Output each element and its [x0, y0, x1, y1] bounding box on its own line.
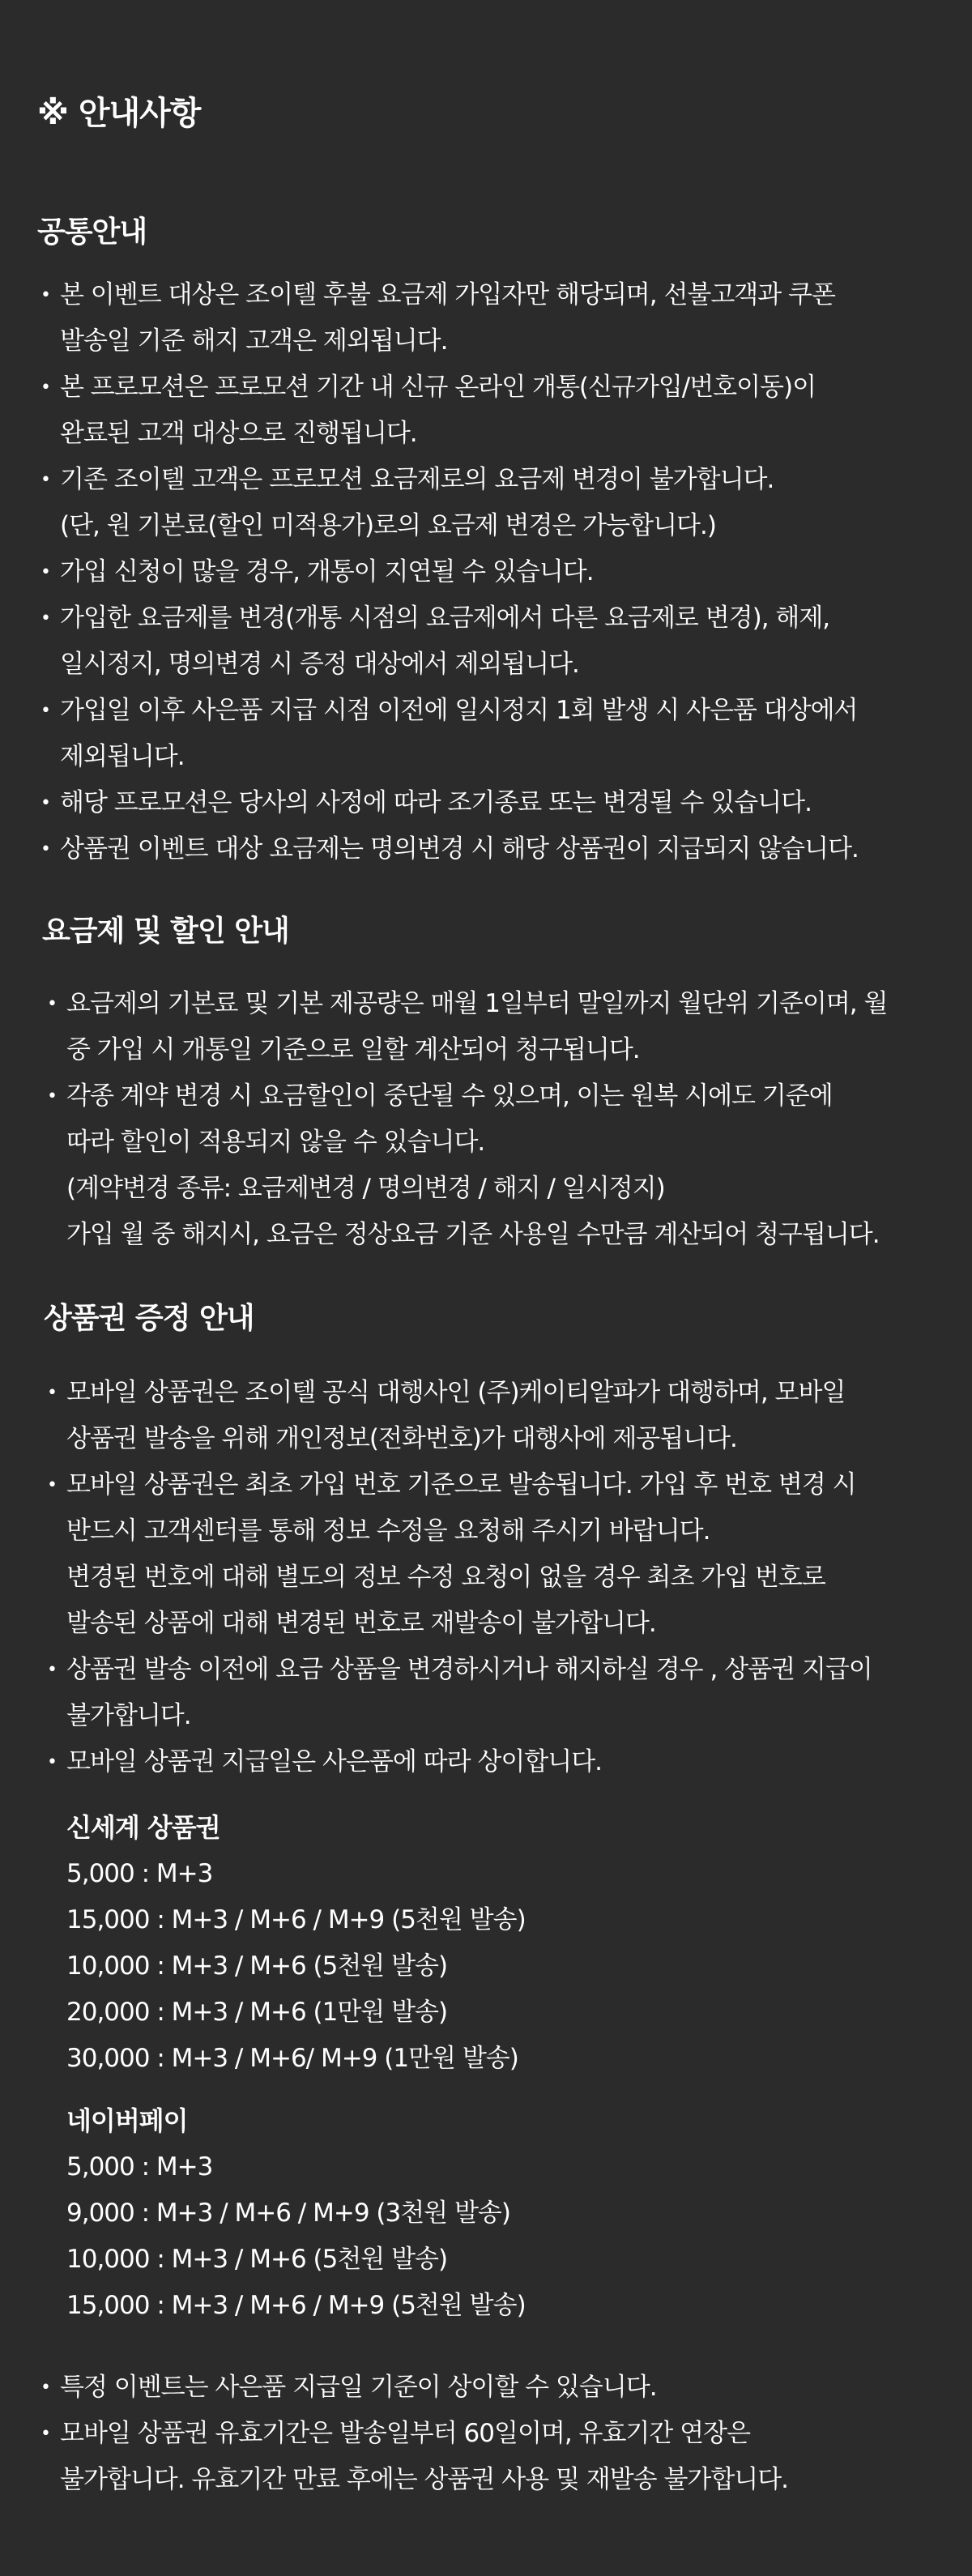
list-item: • 본 이벤트 대상은 조이텔 후불 요금제 가입자만 해당되며, 선불고객과 쿠폰 발송일 기준 해지 고객은 제외됩니다. — [37, 272, 936, 365]
list-item: • 상품권 이벤트 대상 요금제는 명의변경 시 해당 상품권이 지급되지 않습니다. — [37, 826, 936, 872]
bullet-icon: • — [47, 1660, 57, 1680]
list-item: • 모바일 상품권 유효기간은 발송일부터 60일이며, 유효기간 연장은 불가합니다. 유효기간 만료 후에는 상품권 사용 및 재발송 불가합니다. — [37, 2411, 936, 2503]
bullet-icon: • — [40, 2378, 50, 2398]
gift-card-list — [37, 1370, 936, 1785]
list-item: • 요금제의 기본료 및 기본 제공량은 매월 1일부터 말일까지 월단위 기준이며, 월 중 가입 시 개통일 기준으로 일할 계산되어 청구됩니다. — [44, 981, 936, 1073]
gift-schedule-row: 30,000 : M+3 / M+6/ M+9 (1만원 발송) — [66, 2044, 518, 2073]
list-item: • 가입일 이후 사은품 지급 시점 이전에 일시정지 1회 발생 시 사은품 대상에서 제외됩니다. — [37, 688, 936, 780]
gift-schedule-row: 10,000 : M+3 / M+6 (5천원 발송) — [66, 2245, 448, 2274]
gift-schedule-shinsegae — [66, 1805, 936, 2082]
list-item: • 가입 신청이 많을 경우, 개통이 지연될 수 있습니다. — [37, 549, 936, 595]
bullet-icon: • — [40, 285, 50, 305]
list-item: • 모바일 상품권 지급일은 사은품에 따라 상이합니다. — [44, 1739, 936, 1785]
gift-schedule-row: 5,000 : M+3 — [66, 1859, 213, 1888]
bullet-icon: • — [47, 1475, 57, 1495]
plan-discount-list — [37, 981, 936, 1258]
page-title: ※ 안내사항 — [37, 95, 201, 132]
list-item: • 기존 조이텔 고객은 프로모션 요금제로의 요금제 변경이 불가합니다. (단, 원 기본료(할인 미적용가)로의 요금제 변경은 가능합니다.) — [37, 457, 936, 549]
gift-brand-title: 신세계 상품권 — [66, 1812, 220, 1843]
gift-schedule-row: 15,000 : M+3 / M+6 / M+9 (5천원 발송) — [66, 2291, 526, 2320]
section-title-plan-discount: 요금제 및 할인 안내 — [42, 915, 289, 948]
bullet-icon: • — [40, 608, 50, 629]
gift-schedule-row: 10,000 : M+3 / M+6 (5천원 발송) — [66, 1951, 448, 1981]
bullet-icon: • — [47, 1086, 57, 1107]
bullet-icon: • — [47, 994, 57, 1014]
bullet-icon: • — [40, 2424, 50, 2444]
bullet-icon: • — [40, 793, 50, 813]
list-item: • 특정 이벤트는 사은품 지급일 기준이 상이할 수 있습니다. — [37, 2365, 936, 2411]
gift-brand-title: 네이버페이 — [66, 2105, 188, 2136]
list-item: • 해당 프로모션은 당사의 사정에 따라 조기종료 또는 변경될 수 있습니다. — [37, 780, 936, 826]
section-title-common: 공통안내 — [37, 215, 147, 249]
gift-schedule-row: 20,000 : M+3 / M+6 (1만원 발송) — [66, 1998, 448, 2027]
gift-schedule-row: 5,000 : M+3 — [66, 2152, 213, 2181]
common-notice-list — [37, 272, 936, 872]
bullet-icon: • — [40, 839, 50, 859]
gift-schedule-row: 9,000 : M+3 / M+6 / M+9 (3천원 발송) — [66, 2199, 510, 2228]
bullet-icon: • — [47, 1383, 57, 1403]
list-item: • 각종 계약 변경 시 요금할인이 중단될 수 있으며, 이는 원복 시에도 기준에 따라 할인이 적용되지 않을 수 있습니다. (계약변경 종류: 요금제변경 / 명의변경 / 해지 / 일시정지) 가입 월 중 해지시, 요금은 정상요금 기준 사용일 수만큼 계산되어 청구됩니다. — [44, 1073, 936, 1258]
list-item: • 상품권 발송 이전에 요금 상품을 변경하시거나 해지하실 경우 , 상품권 지급이 불가합니다. — [44, 1647, 936, 1739]
bullet-icon: • — [40, 562, 50, 582]
gift-card-footer-list — [37, 2365, 936, 2503]
list-item: • 가입한 요금제를 변경(개통 시점의 요금제에서 다른 요금제로 변경), 해제, 일시정지, 명의변경 시 증정 대상에서 제외됩니다. — [37, 595, 936, 688]
bullet-icon: • — [47, 1752, 57, 1772]
bullet-icon: • — [40, 470, 50, 490]
gift-schedule-row: 15,000 : M+3 / M+6 / M+9 (5천원 발송) — [66, 1905, 526, 1934]
bullet-icon: • — [40, 701, 50, 721]
list-item: • 모바일 상품권은 조이텔 공식 대행사인 (주)케이티알파가 대행하며, 모바일 상품권 발송을 위해 개인정보(전화번호)가 대행사에 제공됩니다. — [44, 1370, 936, 1462]
bullet-icon: • — [40, 377, 50, 398]
gift-schedule-naverpay — [66, 2098, 936, 2329]
list-item: • 본 프로모션은 프로모션 기간 내 신규 온라인 개통(신규가입/번호이동)이 완료된 고객 대상으로 진행됩니다. — [37, 365, 936, 457]
section-title-gift-card: 상품권 증정 안내 — [44, 1302, 254, 1335]
list-item: • 모바일 상품권은 최초 가입 번호 기준으로 발송됩니다. 가입 후 번호 변경 시 반드시 고객센터를 통해 정보 수정을 요청해 주시기 바랍니다. 변경된 번호에 대해 별도의 정보 수정 요청이 없을 경우 최초 가입 번호로 발송된 상품에 대해 변경된 번호로 재발송이 불가합니다. — [44, 1462, 936, 1647]
